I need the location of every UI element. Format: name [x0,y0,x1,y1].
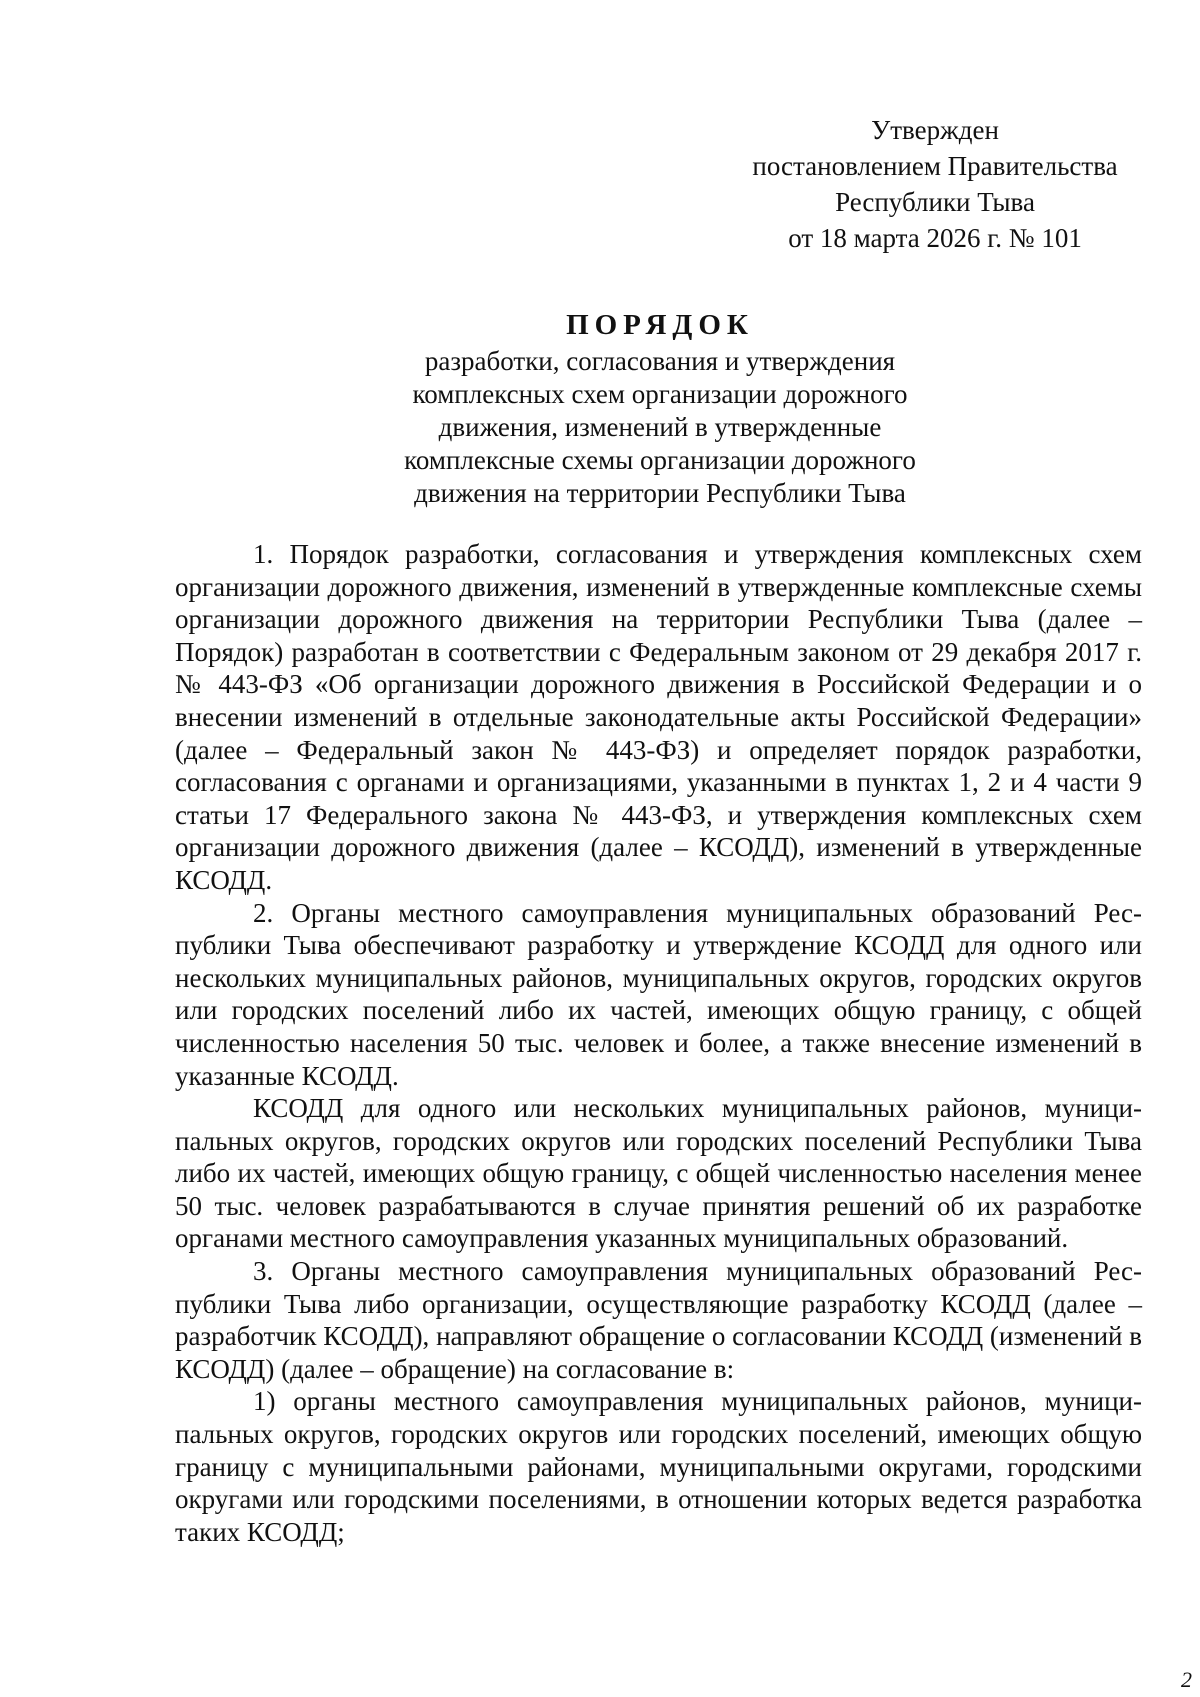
document-title: ПОРЯДОК [566,309,754,341]
approval-line: постановлением Правительства [752,151,1118,181]
paragraph-2-continued: КСОДД для одного или нескольких муниципальных районов, муниципальных округов, городских округов или городских поселений Республики Тыва либо их частей, имеющих общую границу, с общей численностью населения менее 50 тыс. человек разрабатываются в случае принятия решений об их разработке органами местного самоуправления указанных муниципальных образований. [175,1093,1142,1254]
paragraph-2: 2. Органы местного самоуправления муниципальных образований Республики Тыва обеспечивают разработку и утверждение КСОДД для одного или нескольких муниципальных районов, муниципальных округов, городских округов или городских поселений либо их частей, имеющих общую границу, с общей численностью населения 50 тыс. человек и более, а также внесение изменений в указанные КСОДД. [175,897,1142,1091]
document-subtitle [170,345,1150,510]
subtitle-line: комплексные схемы организации дорожного [404,445,916,475]
subtitle-line: движения, изменений в утвержденные [438,412,882,442]
subtitle-line: разработки, согласования и утверждения [424,346,896,376]
approval-stamp [730,112,1140,256]
approval-line: Утвержден [871,115,999,145]
paragraph-3-item-1: 1) органы местного самоуправления муниципальных районов, муниципальных округов, городских округов или городских поселений, имеющих общую границу с муниципальными районами, муниципальными округами, городскими округами или городскими поселениями, в отношении которых ведется разработка таких КСОДД; [175,1386,1142,1547]
page-number: 2 [1181,1667,1192,1692]
document-body [175,538,1142,1548]
approval-line: Республики Тыва [835,187,1035,217]
approval-line: от 18 марта 2026 г. № 101 [788,223,1082,253]
paragraph-1: 1. Порядок разработки, согласования и утверждения комплексных схем организации дорожного движения, изменений в утвержденные комплексные схемы организации дорожного движения на территории Республики Тыва (далее – Порядок) разработан в соответствии с Федеральным законом от 29 декабря 2017 г. № 443-ФЗ «Об организации дорожного движения в Российской Федерации и о внесении изменений в отдельные законодательные акты Российской Федерации» (далее – Федеральный закон № 443-ФЗ) и определяет порядок разработки, согласования с органами и организациями, указанными в пунктах 1, 2 и 4 части 9 статьи 17 Федерального закона № 443-ФЗ, и утверждения комплексных схем организации дорожного движения (далее – КСОДД), изменений в утвержденные КСОДД. [175,539,1142,895]
subtitle-line: комплексных схем организации дорожного [412,379,908,409]
paragraph-3: 3. Органы местного самоуправления муниципальных образований Республики Тыва либо организации, осуществляющие разработку КСОДД (далее – разработчик КСОДД), направляют обращение о согласовании КСОДД (изменений в КСОДД) (далее – обращение) на согласование в: [175,1256,1142,1384]
document-heading [170,305,1150,510]
subtitle-line: движения на территории Республики Тыва [414,478,906,508]
